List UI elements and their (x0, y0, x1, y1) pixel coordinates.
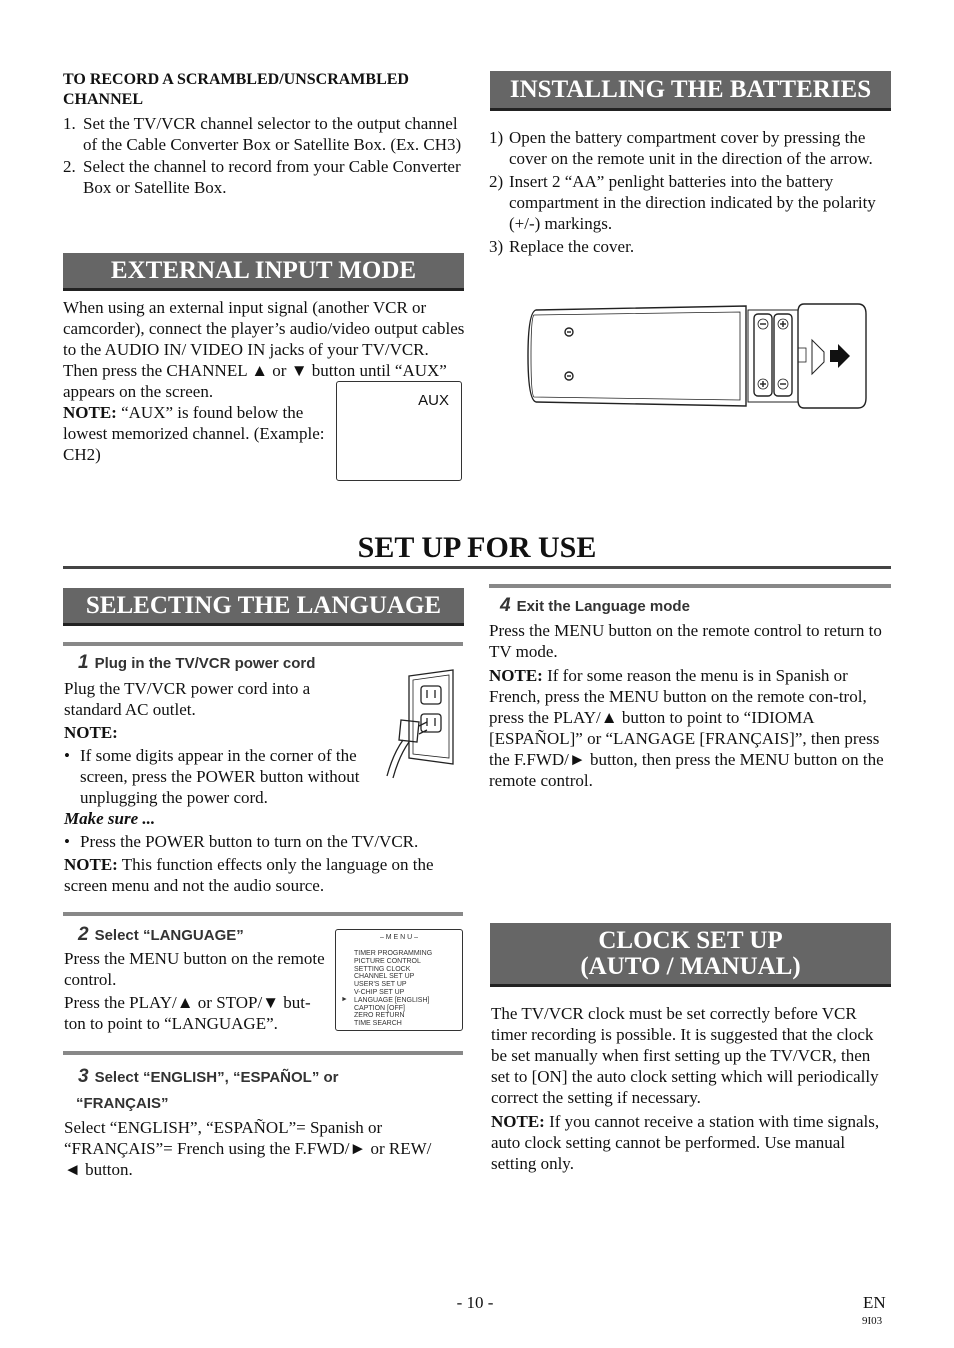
note-label: NOTE: (64, 855, 118, 874)
step-3-body (64, 1117, 444, 1180)
menu-item: TIME SEARCH (354, 1020, 402, 1028)
external-input-text: When using an external input signal (another VCR or camcorder), connect the player’s audio/video output cables to the AUDIO IN/ VIDEO IN jacks of your TV/VCR. Then press the CHANNEL ▲ or ▼ button until “AUX” appears on the screen. (63, 298, 465, 401)
remote-battery-illustration (526, 300, 870, 412)
menu-item: CHANNEL SET UP (354, 973, 415, 981)
step-1-text: Plug the TV/VCR power cord into a standard AC outlet. (64, 679, 311, 719)
menu-screen (335, 929, 463, 1031)
language-title: SELECTING THE LANGUAGE (63, 588, 464, 626)
list-text: Insert 2 “AA” penlight batteries into the battery compartment in the direction indicated by the polarity (+/-) markings. (509, 172, 876, 233)
aux-screen (336, 381, 462, 481)
menu-item: SETTING CLOCK (354, 965, 411, 973)
step-2-text-2: Press the PLAY/▲ or STOP/▼ but-ton to point to “LANGUAGE”. (64, 993, 311, 1033)
step-title: Exit the Language mode (516, 598, 690, 615)
step-4-header (500, 595, 690, 617)
page-number: - 10 - (456, 1293, 494, 1312)
step-1-body (64, 678, 364, 808)
step-bar (63, 912, 463, 916)
menu-item-selected: LANGUAGE [ENGLISH] (354, 996, 430, 1004)
note-label: NOTE: (63, 403, 117, 422)
menu-item: ZERO RETURN (354, 1012, 405, 1020)
note-text: “AUX” is found below the lowest memorized channel. (Example: CH2) (63, 403, 325, 464)
menu-item: TIMER PROGRAMMING (354, 950, 433, 957)
list-number: 2) (489, 172, 504, 191)
list-text: Open the battery compartment cover by pressing the cover on the remote unit in the direction of the arrow. (509, 128, 873, 168)
menu-cursor-icon: ► (341, 996, 348, 1003)
step-2-body (64, 948, 330, 1034)
step-3-header (78, 1062, 339, 1093)
bullet-text: Press the POWER button to turn on the TV/VCR. (80, 832, 419, 851)
clock-title (490, 923, 891, 987)
list-item (63, 156, 468, 198)
list-item (489, 236, 891, 257)
note-text: If you cannot receive a station with time signals, auto clock setting cannot be performed. Use manual setting only. (491, 1112, 880, 1173)
aux-screen-text: AUX (418, 392, 449, 409)
bullet-text: If some digits appear in the corner of the screen, press the POWER button without unplugging the power cord. (80, 746, 360, 807)
step-bar (63, 1051, 463, 1055)
list-item (489, 127, 891, 169)
step-2-text-1: Press the MENU button on the remote control. (64, 949, 325, 989)
list-number: 1) (489, 128, 504, 147)
list-number: 1. (63, 114, 76, 133)
list-text: Select the channel to record from your Cable Converter Box or Satellite Box. (83, 157, 461, 197)
list-text: Replace the cover. (509, 237, 635, 256)
step-2-header (78, 924, 244, 946)
list-item (489, 171, 891, 234)
step-4-body (489, 620, 891, 791)
list-item (63, 113, 468, 155)
scrambled-section (63, 70, 468, 198)
clock-title-line-2: (AUTO / MANUAL) (580, 952, 801, 980)
power-outlet-illustration (383, 668, 457, 780)
clock-body (491, 1003, 893, 1174)
step-bar (489, 584, 891, 588)
external-input-note (63, 402, 331, 465)
clock-title-line-1: CLOCK SET UP (598, 926, 783, 954)
step-number: 4 (500, 595, 511, 616)
menu-item: V-CHIP SET UP (354, 988, 405, 996)
list-item: • Press the POWER button to turn on the TV/VCR. (64, 831, 464, 852)
step-1-header (78, 652, 315, 674)
clock-text: The TV/VCR clock must be set correctly before VCR timer recording is possible. It is suggested that the clock be set manually when first setting up the TV/VCR, then set to [ON] the auto clock setting which will periodically correct the setting if necessary. (491, 1004, 879, 1107)
menu-item: USER'S SET UP (354, 981, 407, 989)
list-number: 2. (63, 157, 76, 176)
step-number: 1 (78, 652, 89, 673)
step-3-header-line2: “FRANÇAIS” (76, 1095, 169, 1112)
menu-header: – M E N U – (379, 934, 419, 941)
step-4-text: Press the MENU button on the remote control to return to TV mode. (489, 621, 882, 661)
external-input-title: EXTERNAL INPUT MODE (63, 253, 464, 291)
step-title: Select “ENGLISH”, “ESPAÑOL” or (94, 1069, 339, 1086)
note-text: If for some reason the menu is in Spanish or French, press the MENU button on the remote con-trol, press the PLAY/▲ button to point to “IDIOMA [ESPAÑOL]” or “LANGAGE [FRANÇAIS]”, then press the F.FWD/► button, then press the MENU button on the remote control. (489, 666, 884, 790)
batteries-list (489, 127, 891, 257)
step-title: Select “LANGUAGE” (94, 927, 244, 944)
step-number: 3 (78, 1066, 89, 1087)
step-1-extra (64, 808, 464, 896)
title-rule (63, 566, 891, 569)
list-number: 3) (489, 237, 504, 256)
document-code: 9I03 (862, 1315, 883, 1327)
note-text: This function effects only the language on the screen menu and not the audio source. (64, 855, 434, 895)
list-item: • If some digits appear in the corner of the screen, press the POWER button without unplugging the power cord. (64, 745, 364, 808)
step-number: 2 (78, 924, 89, 945)
page-title: SET UP FOR USE (357, 531, 597, 564)
list-text: Set the TV/VCR channel selector to the output channel of the Cable Converter Box or Satellite Box. (Ex. CH3) (83, 114, 462, 154)
note-label: NOTE: (491, 1112, 545, 1131)
step-title: Plug in the TV/VCR power cord (94, 655, 316, 672)
step-bar (63, 642, 463, 646)
scrambled-heading: TO RECORD A SCRAMBLED/UNSCRAMBLED CHANNEL (63, 71, 409, 108)
note-label: NOTE: (489, 666, 543, 685)
menu-item: CAPTION [OFF] (354, 1004, 405, 1012)
menu-item: PICTURE CONTROL (354, 957, 421, 965)
language-code: EN (863, 1293, 886, 1312)
batteries-title: INSTALLING THE BATTERIES (490, 71, 891, 111)
note-label: NOTE: (64, 723, 118, 742)
step-3-text: Select “ENGLISH”, “ESPAÑOL”= Spanish or “FRANÇAIS”= French using the F.FWD/► or REW/◄ button. (64, 1118, 432, 1179)
make-sure-label: Make sure ... (64, 809, 156, 828)
